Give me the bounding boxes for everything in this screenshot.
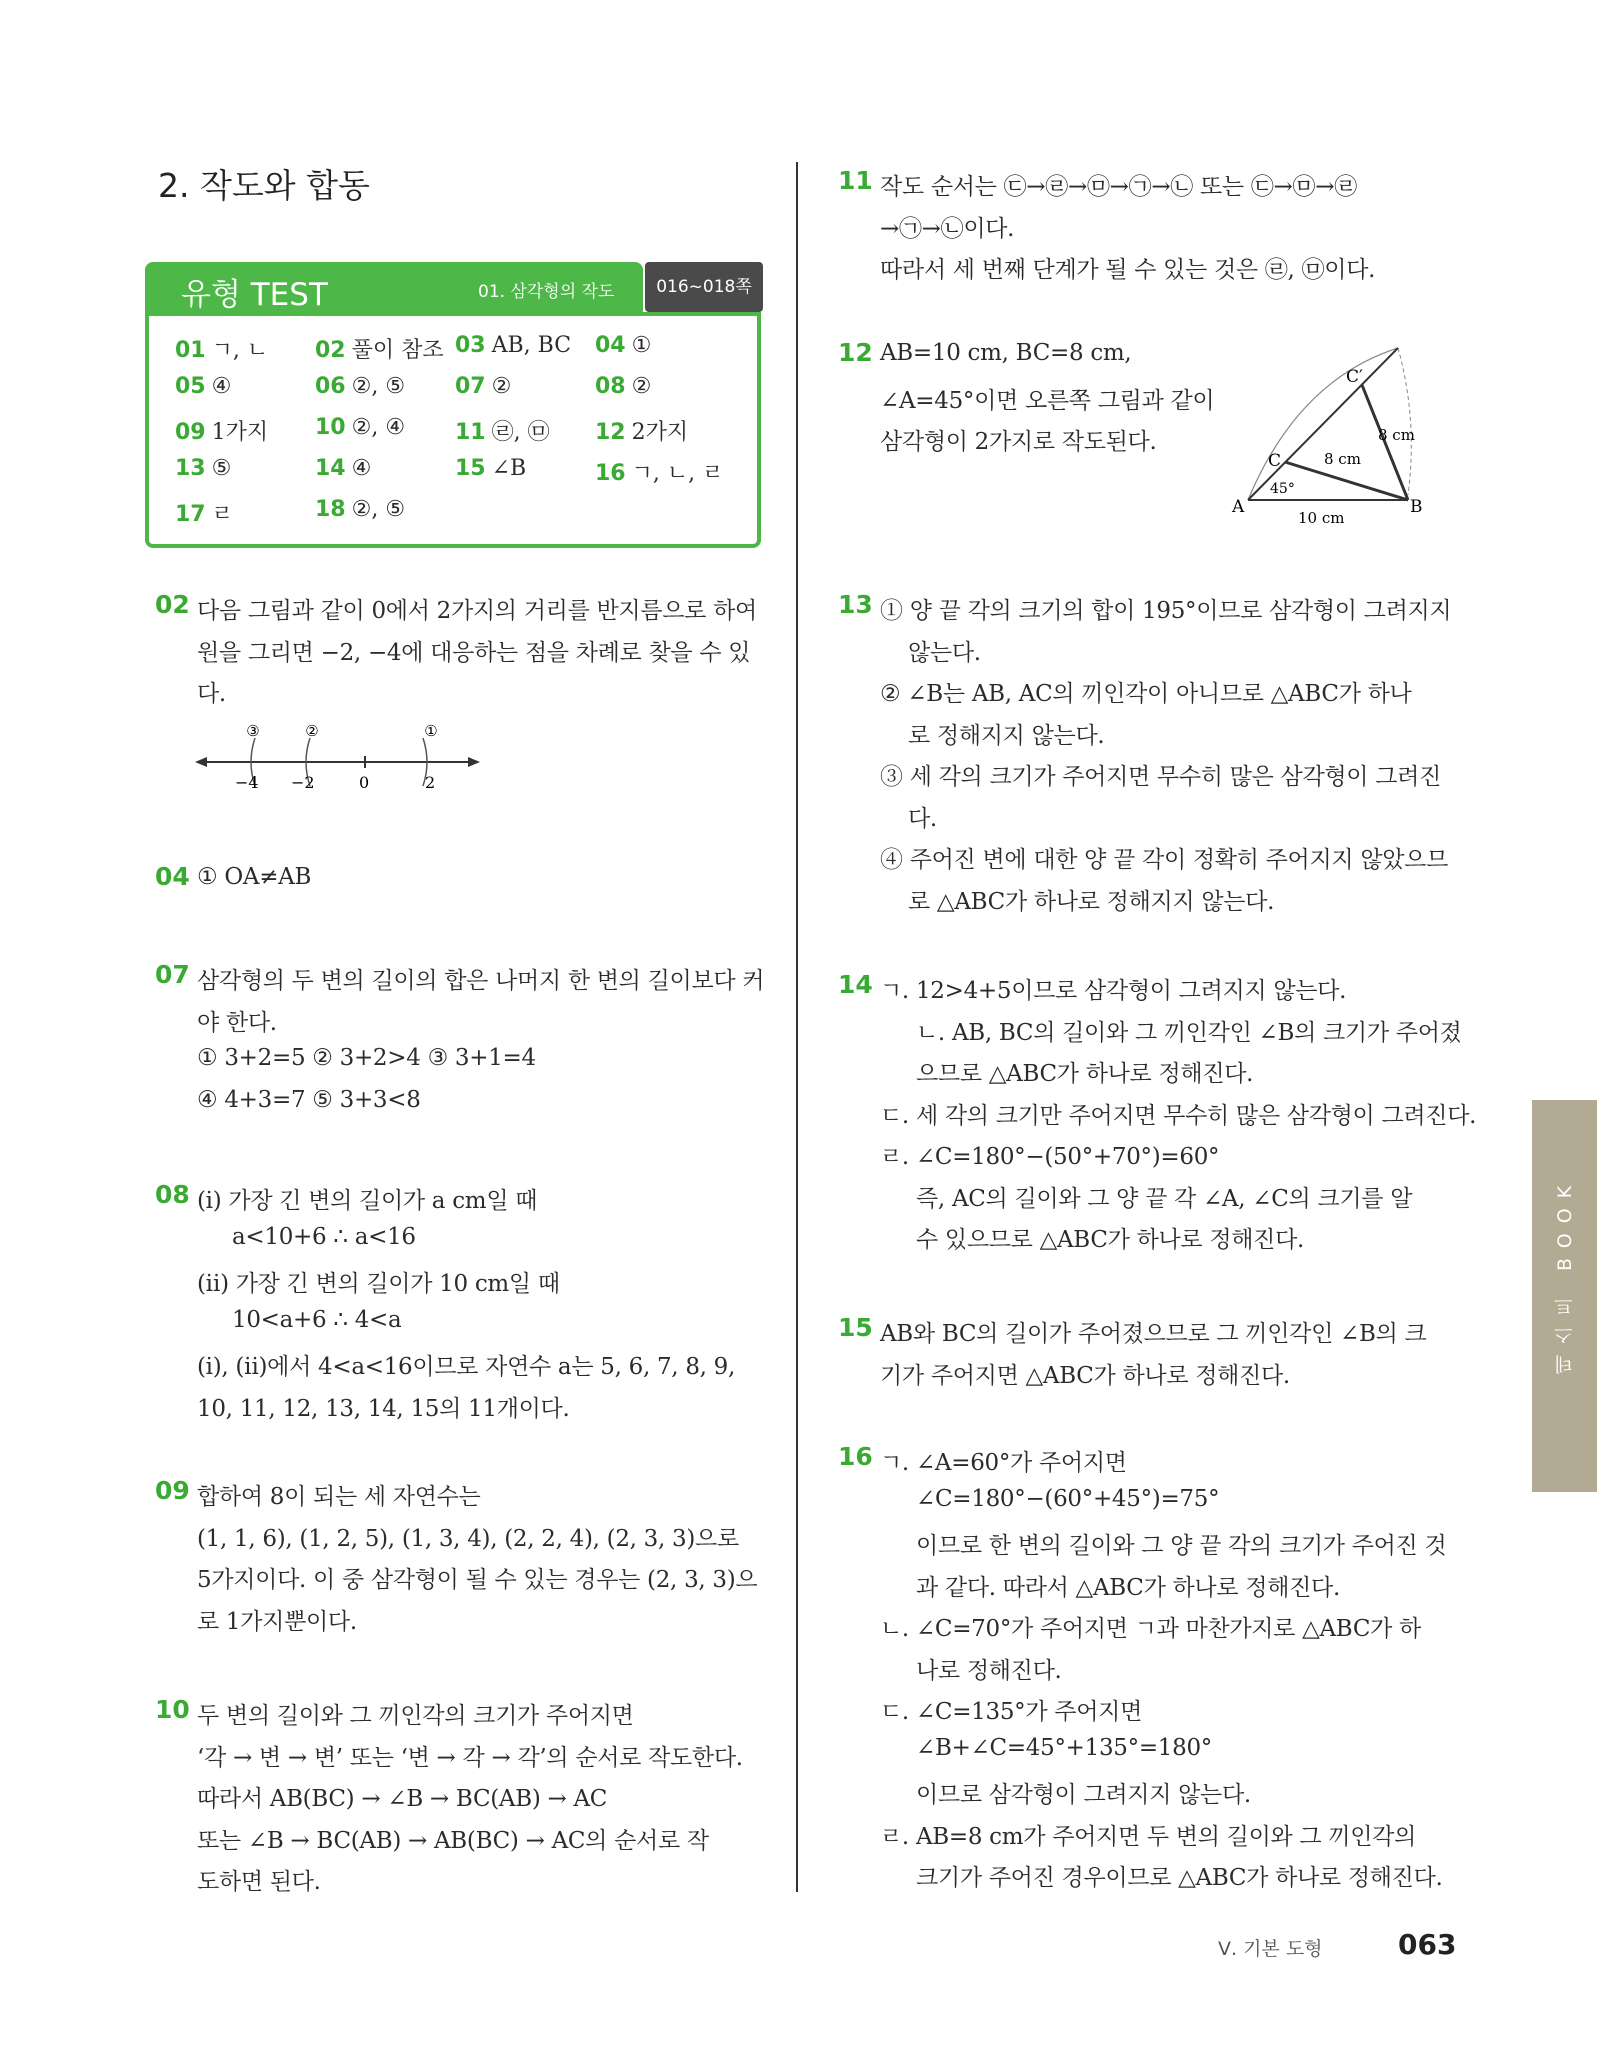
number-line-figure [195,720,485,790]
solution-line: 삼각형이 2가지로 작도된다. [880,429,1157,455]
solution-line: 삼각형의 두 변의 길이의 합은 나머지 한 변의 길이보다 커 [197,968,765,994]
solution-line: ∠A=45°이면 오른쪽 그림과 같이 [880,387,1215,414]
solution-line: (ⅱ) 가장 긴 변의 길이가 10 cm일 때 [197,1271,560,1297]
solution-line: 로 1가지뿐이다. [197,1608,357,1635]
solution-line: a<10+6 ∴ a<16 [232,1223,416,1250]
answer-item: 09 1가지 [175,420,269,445]
solution-line: ① 양 끝 각의 크기의 합이 195°이므로 삼각형이 그려지지 [880,598,1452,624]
solution-line: →㉠→㉡이다. [880,215,1015,242]
solution-line: 원을 그리면 −2, −4에 대응하는 점을 차례로 찾을 수 있 [197,639,751,666]
solution-line: 따라서 AB(BC) → ∠B → BC(AB) → AC [197,1786,608,1812]
solution-line: 즉, AC의 길이와 그 양 끝 각 ∠A, ∠C의 크기를 알 [916,1185,1413,1212]
nl-tick-0: 0 [359,773,370,790]
nl-mark-1: ① [424,722,438,740]
solution-line: ③ 세 각의 크기가 주어지면 무수히 많은 삼각형이 그려진 [880,764,1441,790]
solution-line: 수 있으므로 △ABC가 하나로 정해진다. [916,1227,1305,1253]
problem-number: 14 [838,970,873,999]
answer-item: 18 ②, ⑤ [315,497,406,522]
answer-item: 13 ⑤ [175,456,232,481]
page-number: 063 [1398,1928,1457,1961]
arrow-left-icon [195,757,207,767]
nl-mark-2: ② [305,722,319,740]
answer-item: 17 ㄹ [175,502,233,527]
section-title: 2. 작도와 합동 [158,166,370,205]
solution-line: 또는 ∠B → BC(AB) → AB(BC) → AC의 순서로 작 [197,1827,709,1854]
triangle-figure [1228,340,1428,530]
solution-line: 다. [197,681,226,707]
solution-line: 다. [908,805,937,832]
solution-line: 로 정해지지 않는다. [908,722,1105,749]
solution-line: ㄴ. ∠C=70°가 주어지면 ㄱ과 마찬가지로 △ABC가 하 [880,1616,1421,1642]
answer-item: 03 AB, BC [455,333,572,358]
solution-line: ㄷ. 세 각의 크기만 주어지면 무수히 많은 삼각형이 그려진다. [880,1102,1477,1129]
column-divider [796,162,798,1892]
problem-number: 04 [155,862,190,891]
label-a: A [1232,497,1245,517]
solution-line: (1, 1, 6), (1, 2, 5), (1, 3, 4), (2, 2, 4), (2, 3, 3)으로 [197,1525,739,1552]
solution-line: AB=10 cm, BC=8 cm, [880,340,1132,366]
label-c: C [1268,451,1282,471]
solution-line: 나로 정해진다. [916,1657,1062,1684]
arc-mark [1398,348,1411,495]
solution-line: ② ∠B는 AB, AC의 끼인각이 아니므로 △ABC가 하나 [880,681,1412,707]
answer-item: 08 ② [595,374,652,399]
solution-line: 않는다. [908,639,981,666]
answer-item: 14 ④ [315,456,372,481]
answer-item: 16 ㄱ, ㄴ, ㄹ [595,461,724,486]
answer-item: 06 ②, ⑤ [315,374,406,399]
answer-item: 05 ④ [175,374,232,399]
solution-line: 작도 순서는 ㉢→㉣→㉤→㉠→㉡ 또는 ㉢→㉤→㉣ [880,174,1357,200]
footer-chapter: Ⅴ. 기본 도형 [1218,1938,1323,1960]
answer-item: 12 2가지 [595,420,689,445]
answer-item: 15 ∠B [455,456,527,481]
solution-line: 야 한다. [197,1009,277,1036]
side-ac-prime [1248,348,1398,500]
problem-number: 10 [155,1695,190,1724]
solution-line: 따라서 세 번째 단계가 될 수 있는 것은 ㉣, ㉤이다. [880,257,1376,283]
solution-line: ① OA≠AB [197,864,312,890]
solution-line: 크기가 주어진 경우이므로 △ABC가 하나로 정해진다. [916,1865,1443,1891]
solution-line: ∠B+∠C=45°+135°=180° [916,1734,1212,1761]
label-bc-prime: 8 cm [1378,426,1415,444]
side-tab-label: 테스트 BOOK [1554,1175,1576,1375]
answer-item: 07 ② [455,374,512,399]
solution-line: 합하여 8이 되는 세 자연수는 [197,1484,481,1510]
solution-line: 10<a+6 ∴ 4<a [232,1306,402,1333]
solution-line: 5가지이다. 이 중 삼각형이 될 수 있는 경우는 (2, 3, 3)으 [197,1567,758,1593]
solution-line: 도하면 된다. [197,1869,321,1895]
solution-line: ‘각 → 변 → 변’ 또는 ‘변 → 각 → 각’의 순서로 작도한다. [197,1744,743,1771]
label-bc: 8 cm [1324,450,1361,468]
answer-box-subtitle: 01. 삼각형의 작도 [478,282,615,302]
answer-box-header [145,262,643,314]
solution-line: ㄱ. ∠A=60°가 주어지면 [880,1450,1127,1476]
solution-line: ㄷ. ∠C=135°가 주어지면 [880,1699,1142,1725]
nl-tick--4: −4 [235,773,259,790]
solution-line: ㄴ. AB, BC의 길이와 그 끼인각인 ∠B의 크기가 주어졌 [916,1019,1462,1046]
problem-number: 02 [155,590,190,619]
nl-mark-3: ③ [246,722,260,740]
nl-tick-2: 2 [425,773,436,790]
answer-item: 04 ① [595,333,652,358]
nl-tick--2: −2 [291,773,315,790]
answer-item: 01 ㄱ, ㄴ [175,338,269,363]
solution-line: AB와 BC의 길이가 주어졌으므로 그 끼인각인 ∠B의 크 [880,1321,1427,1347]
solution-line: ㄱ. 12>4+5이므로 삼각형이 그려지지 않는다. [880,978,1347,1004]
answer-item: 02 풀이 참조 [315,338,444,363]
page-range-badge: 016~018쪽 [645,262,763,312]
label-b: B [1410,497,1423,517]
label-angle: 45° [1270,481,1295,497]
solution-line: 10, 11, 12, 13, 14, 15의 11개이다. [197,1395,570,1422]
problem-number: 15 [838,1313,873,1342]
solution-line: (ⅰ) 가장 긴 변의 길이가 a cm일 때 [197,1188,538,1214]
answer-item: 11 ㉣, ㉤ [455,420,550,445]
solution-line: ④ 주어진 변에 대한 양 끝 각이 정확히 주어지지 않았으므 [880,847,1448,873]
label-ab: 10 cm [1298,509,1345,527]
solution-line: ∠C=180°−(60°+45°)=75° [916,1485,1220,1512]
solution-line: ① 3+2=5 ② 3+2>4 ③ 3+1=4 [197,1045,536,1071]
solution-line: 두 변의 길이와 그 끼인각의 크기가 주어지면 [197,1703,634,1729]
problem-number: 11 [838,166,873,195]
answer-box-title: 유형 TEST [181,277,328,313]
solution-line: ㄹ. AB=8 cm가 주어지면 두 변의 길이와 그 끼인각의 [880,1823,1417,1850]
problem-number: 07 [155,960,190,989]
problem-number: 12 [838,338,873,367]
problem-number: 16 [838,1442,873,1471]
label-c-prime: C′ [1346,367,1363,387]
problem-number: 13 [838,590,873,619]
solution-line: 과 같다. 따라서 △ABC가 하나로 정해진다. [916,1574,1340,1601]
solution-line: (ⅰ), (ⅱ)에서 4<a<16이므로 자연수 a는 5, 6, 7, 8, 9, [197,1354,736,1380]
solution-line: 으므로 △ABC가 하나로 정해진다. [916,1061,1254,1087]
solution-line: 다음 그림과 같이 0에서 2가지의 거리를 반지름으로 하여 [197,598,757,624]
solution-line: 기가 주어지면 △ABC가 하나로 정해진다. [880,1362,1290,1389]
solution-line: ㄹ. ∠C=180°−(50°+70°)=60° [880,1144,1220,1170]
solution-line: 이므로 한 변의 길이와 그 양 끝 각의 크기가 주어진 것 [916,1533,1447,1559]
problem-number: 08 [155,1180,190,1209]
answer-item: 10 ②, ④ [315,415,406,440]
solution-line: 로 △ABC가 하나로 정해지지 않는다. [908,888,1275,915]
arrow-right-icon [468,757,480,767]
problem-number: 09 [155,1476,190,1505]
solution-line: 이므로 삼각형이 그려지지 않는다. [916,1782,1251,1808]
solution-line: ④ 4+3=7 ⑤ 3+3<8 [197,1086,421,1113]
